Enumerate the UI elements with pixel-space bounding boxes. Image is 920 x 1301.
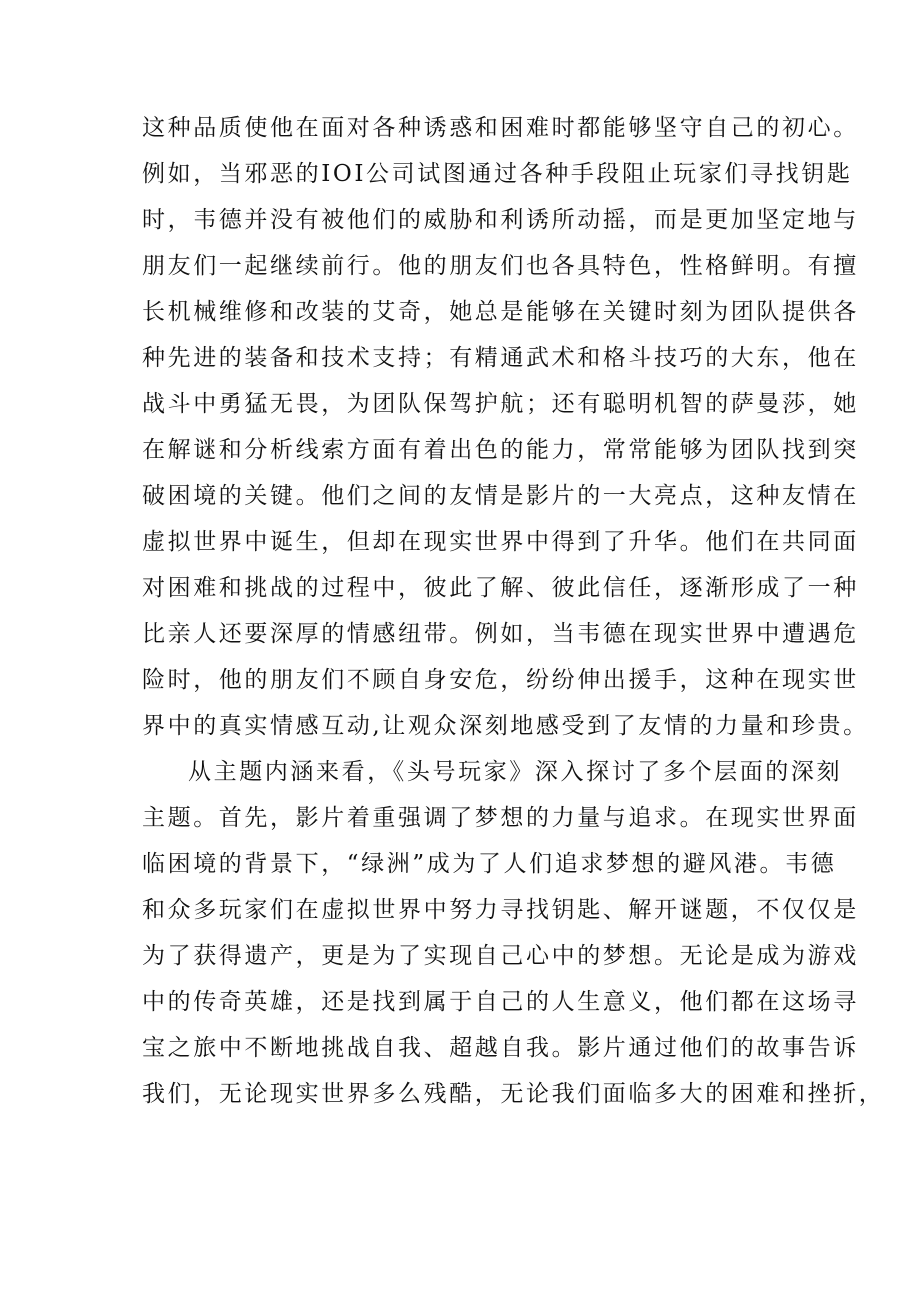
text-line: 和众多玩家们在虚拟世界中努力寻找钥匙、解开谜题，不仅仅是 (142, 897, 859, 923)
document-page (142, 105, 885, 1117)
text-line: 战斗中勇猛无畏，为团队保驾护航；还有聪明机智的萨曼莎，她 (142, 391, 859, 417)
text-line: 例如，当邪恶的IOI公司试图通过各种手段阻止玩家们寻找钥匙 (142, 161, 853, 187)
text-line: 这种品质使他在面对各种诱惑和困难时都能够坚守自己的初心。 (142, 115, 859, 141)
text-line: 临困境的背景下，“绿洲”成为了人们追求梦想的避风港。韦德 (142, 851, 837, 877)
text-line: 在解谜和分析线索方面有着出色的能力，常常能够为团队找到突 (142, 437, 859, 463)
paragraph-first-line: 从主题内涵来看，《头号玩家》深入探讨了多个层面的深刻 (188, 759, 843, 785)
text-line: 为了获得遗产，更是为了实现自己心中的梦想。无论是成为游戏 (142, 943, 859, 969)
text-line: 种先进的装备和技术支持；有精通武术和格斗技巧的大东，他在 (142, 345, 859, 371)
text-line: 险时，他的朋友们不顾自身安危，纷纷伸出援手，这种在现实世 (142, 667, 859, 693)
text-line: 对困难和挑战的过程中，彼此了解、彼此信任，逐渐形成了一种 (142, 575, 859, 601)
text-line: 主题。首先，影片着重强调了梦想的力量与追求。在现实世界面 (142, 805, 859, 831)
text-line: 破困境的关键。他们之间的友情是影片的一大亮点，这种友情在 (142, 483, 859, 509)
text-line: 长机械维修和改装的艾奇，她总是能够在关键时刻为团队提供各 (142, 299, 859, 325)
text-line: 时，韦德并没有被他们的威胁和利诱所动摇，而是更加坚定地与 (142, 207, 859, 233)
text-line: 宝之旅中不断地挑战自我、超越自我。影片通过他们的故事告诉 (142, 1035, 859, 1061)
text-line: 虚拟世界中诞生，但却在现实世界中得到了升华。他们在共同面 (142, 529, 859, 555)
text-line: 我们，无论现实世界多么残酷，无论我们面临多大的困难和挫折， (142, 1081, 885, 1107)
text-line: 比亲人还要深厚的情感纽带。例如，当韦德在现实世界中遭遇危 (142, 621, 859, 647)
text-line: 中的传奇英雄，还是找到属于自己的人生意义，他们都在这场寻 (142, 989, 859, 1015)
paragraph-end-line: 界中的真实情感互动,让观众深刻地感受到了友情的力量和珍贵。 (142, 713, 869, 739)
text-line: 朋友们一起继续前行。他的朋友们也各具特色，性格鲜明。有擅 (142, 253, 859, 279)
